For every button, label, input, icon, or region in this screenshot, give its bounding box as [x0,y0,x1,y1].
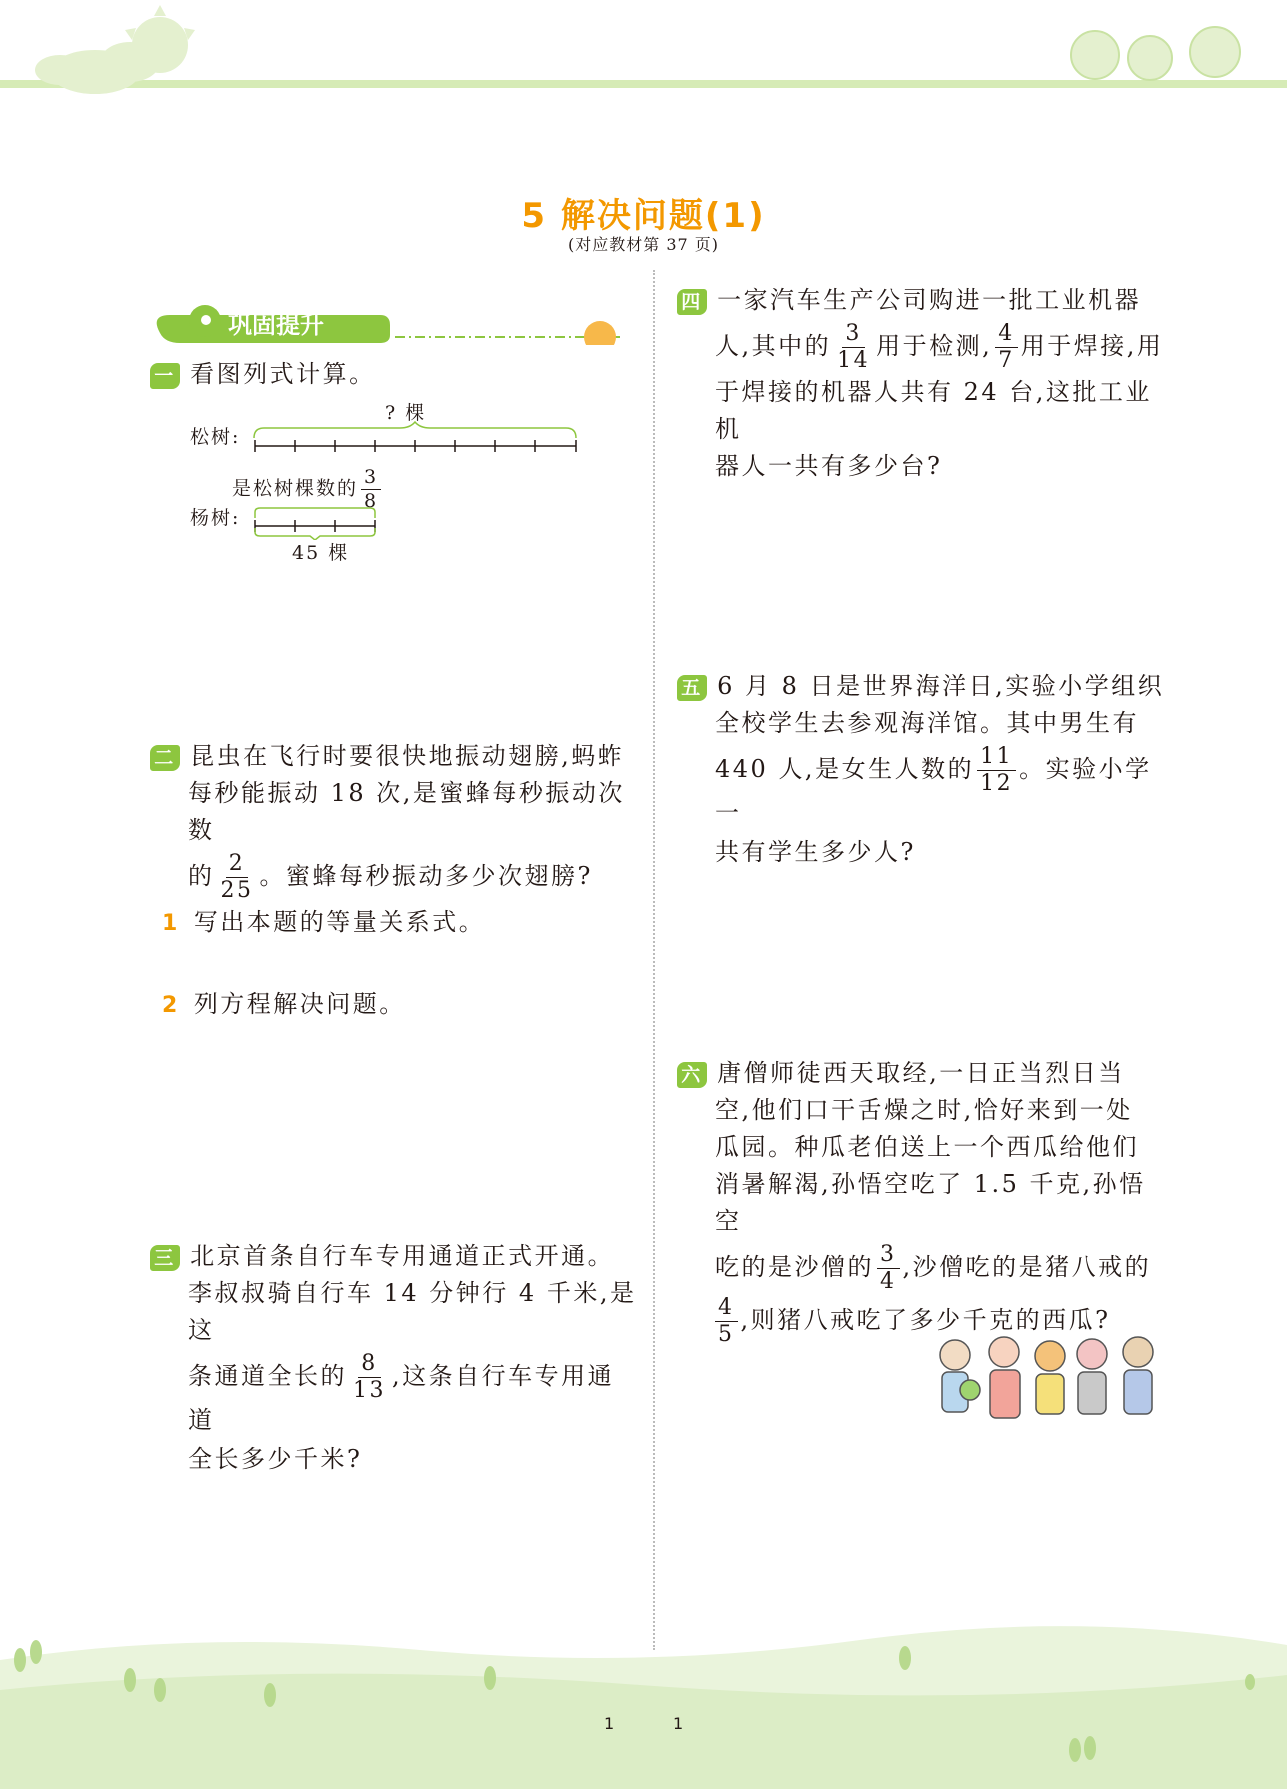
fraction-denominator: 13 [353,1378,386,1403]
text-line: 条通道全长的 [188,1362,347,1390]
sub-question-2 [150,986,406,1024]
sub-question-text: 写出本题的等量关系式。 [193,908,486,936]
text-line: 每秒能振动 18 次,是蜜蜂每秒振动次数 [188,779,625,844]
question-badge: 一 [150,363,180,389]
journey-west-characters-illustration [930,1330,1170,1435]
fraction-numerator: 11 [977,746,1016,771]
fraction-denominator: 4 [880,1269,897,1294]
text-line: 李叔叔骑自行车 14 分钟行 4 千米,是这 [188,1279,637,1344]
diagram-top-label: ? 棵 [385,402,427,424]
text-line: 人,其中的 [715,332,832,360]
fraction-numerator: 3 [842,323,865,348]
sub-question-number: 2 [162,993,180,1018]
text-line: 全长多少千米? [188,1445,363,1473]
fraction-numerator: 2 [226,853,249,878]
text-line: 北京首条自行车专用通道正式开通。 [190,1242,615,1270]
diagram-row1-label: 松树: [190,426,241,448]
text-line: 的 [188,862,215,890]
sunset-icon [584,321,616,345]
text-line: 6 月 8 日是世界海洋日,实验小学组织 [717,672,1165,700]
text-line: 用于焊接,用 [1020,332,1164,360]
sub-question-text: 列方程解决问题。 [193,990,406,1018]
footer-landscape [0,1620,1287,1789]
question-badge: 三 [150,1245,180,1271]
question-6 [677,1055,1167,1346]
header-decoration [0,0,1287,120]
fraction-denominator: 8 [364,490,379,512]
question-1-text: 看图列式计算。 [190,360,376,388]
sub-question-number: 1 [162,911,180,936]
fraction-numerator: 3 [877,1244,900,1269]
text-line: 吃的是沙僧的 [715,1253,874,1281]
question-2 [150,738,640,942]
fraction-denominator: 12 [980,771,1014,796]
text-line: 器人一共有多少台? [715,452,943,480]
text-line: ,则猪八戒吃了多少千克的西瓜? [740,1306,1111,1334]
diagram-ratio-prefix: 是松树棵数的 [232,477,359,500]
text-line: ,沙僧吃的是猪八戒的 [902,1253,1152,1281]
question-3 [150,1238,640,1478]
text-line: 440 人,是女生人数的 [715,755,975,783]
page-number-b: 1 [673,1714,684,1733]
text-line: 全校学生去参观海洋馆。其中男生有 [715,709,1139,737]
question-badge: 五 [677,675,707,701]
animal-friends-icon [1071,27,1240,80]
fraction-denominator: 5 [718,1322,735,1347]
question-badge: 二 [150,745,180,771]
fraction-numerator: 4 [995,323,1018,348]
section-banner [150,285,630,345]
fraction-numerator: 8 [358,1353,381,1378]
text-line: 一家汽车生产公司购进一批工业机器 [717,286,1142,314]
text-line: 共有学生多少人? [715,838,916,866]
section-banner-label: 巩固提升 [228,311,324,339]
text-line: 于焊接的机器人共有 24 台,这批工业机 [715,378,1152,443]
question-4 [677,282,1167,485]
question-badge: 六 [677,1062,707,1088]
fraction-denominator: 25 [220,878,254,903]
fraction-numerator: 4 [715,1297,738,1322]
page-subtitle: (对应教材第 37 页) [567,235,720,254]
text-line: 消暑解渴,孙悟空吃了 1.5 千克,孙悟空 [715,1170,1146,1235]
page-number-a: 1 [604,1714,615,1733]
question-badge: 四 [677,289,707,315]
text-line: 昆虫在飞行时要很快地振动翅膀,蚂蚱 [190,742,625,770]
text-line: 空,他们口干舌燥之时,恰好来到一处 [715,1096,1133,1124]
question-1 [150,356,376,393]
text-line: 唐僧师徒西天取经,一日正当烈日当 [717,1059,1125,1087]
fraction-numerator: 3 [361,468,381,490]
diagram-ratio [232,468,384,511]
page-title: 5 解决问题(1) [521,196,766,236]
question-5 [677,668,1167,871]
text-line: 瓜园。种瓜老伯送上一个西瓜给他们 [715,1133,1139,1161]
fraction-denominator: 14 [837,348,871,373]
fraction-denominator: 7 [998,348,1015,373]
text-line: 。实验小学一 [715,755,1152,827]
diagram-row2-label: 杨树: [190,507,241,529]
diagram-bottom-label: 45 棵 [292,542,350,564]
text-line: 。蜜蜂每秒振动多少次翅膀? [259,862,593,890]
column-divider [653,270,655,1650]
text-line: ,这条自行车专用通道 [188,1362,615,1434]
text-line: 用于检测, [876,332,993,360]
